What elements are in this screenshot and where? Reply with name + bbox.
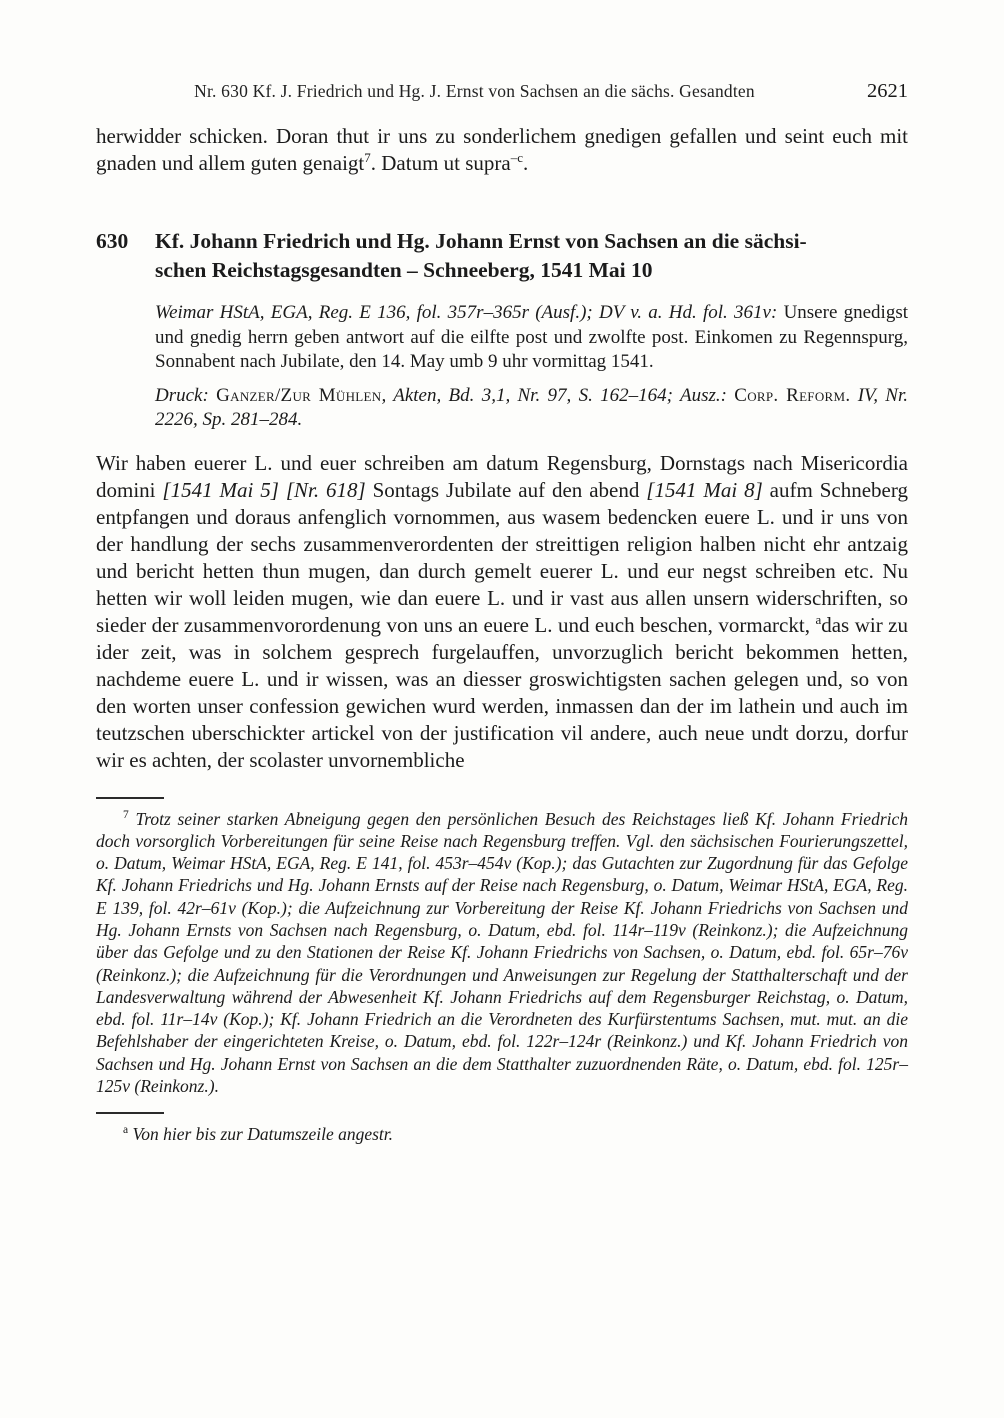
footnote-separator-rule [96, 797, 164, 799]
druck-label: Druck: [155, 384, 217, 406]
variant-ref-a: a [815, 611, 822, 627]
main-text-1: Wir haben euerer L. und euer schreiben am datum Regensburg, Dornstags nach Misericordia domini [96, 450, 908, 502]
druck-authors: Ganzer/Zur Mühlen [216, 384, 382, 406]
entry-title-line1: Kf. Johann Friedrich und Hg. Johann Ernst von Sachsen an die sächsi- [155, 229, 807, 253]
variant-ref-c: –c [510, 150, 524, 165]
entry-heading [96, 227, 908, 284]
page-number: 2621 [867, 80, 908, 102]
druck-corpus: Corp. Reform. [734, 384, 851, 406]
footnote-7-marker: 7 [123, 808, 129, 821]
variant-note-a [96, 1123, 908, 1145]
continuation-paragraph [96, 123, 908, 177]
footnote-7 [96, 808, 908, 1098]
druck-tail: IV, Nr. 2226, Sp. 281–284. [155, 384, 908, 430]
main-text-date-1: [1541 Mai 5] [Nr. 618] [162, 477, 366, 502]
main-text-paragraph [96, 450, 908, 774]
source-block [155, 301, 908, 375]
variant-note-separator-rule [96, 1112, 164, 1114]
variant-note-a-text: Von hier bis zur Datumszeile angestr. [132, 1124, 394, 1145]
archive-reference: Weimar HStA, EGA, Reg. E 136, fol. 357r–365r (Ausf.); DV v. a. Hd. fol. 361v: [155, 302, 778, 323]
entry-title [155, 227, 908, 284]
variant-note-a-marker: a [123, 1124, 129, 1137]
footnote-ref-7: 7 [364, 150, 371, 165]
running-head-title: Nr. 630 Kf. J. Friedrich und Hg. J. Ernst von Sachsen an die sächs. Gesandten [194, 81, 755, 101]
continuation-text-2: . Datum ut supra [370, 151, 511, 175]
main-text-2: Sontags Jubilate auf den abend [365, 477, 647, 502]
druck-middle: , Akten, Bd. 3,1, Nr. 97, S. 162–164; Ausz.: [381, 384, 735, 406]
main-text-4: das wir zu ider zeit, was in solchem gesprech furgelauffen, unvorzuglich bericht bekommen hetten, nachdeme euere L. und ir wissen, was an diesser groswichtigsten sachen gelegen und, so von den worten unser confession gewichen wurd werden, inmassen dan der im lathein und auch im teutzschen uberschickter artickel von der justification vil andere, auch neue undt dorzu, dorfur wir es achten, der scolaster unvornembliche [96, 612, 909, 772]
entry-title-line2: schen Reichstagsgesandten – Schneeberg, 1541 Mai 10 [155, 257, 653, 282]
continuation-text-1: herwidder schicken. Doran thut ir uns zu sonderlichem gnedigen gefallen und seint euch mit gnaden und allem guten genaigt [96, 124, 908, 175]
main-text-date-2: [1541 Mai 8] [646, 477, 763, 502]
main-text-3: aufm Schneberg entpfangen und doraus anfenglich vornommen, aus wasem bedencken euere L. und ir uns von der handlung der sechs zusammenverordenten der streittigen religion halben nicht ehr antzaig und bericht hetten thun mugen, dan durch gemelt euerer L. und eur negst schreiben etc. Nu hetten wir woll leiden mugen, wie dan euere L. und ir vast aus allen unsern widerschriften, so sieder der zusammenvorordenung von uns an euere L. und euch beschen, vormarckt, [96, 477, 908, 637]
footnote-7-text: Trotz seiner starken Abneigung gegen den persönlichen Besuch des Reichstages ließ Kf. Johann Friedrich doch vorsorglich Vorbereitungen für seine Reise nach Regensburg treffen. Vgl. den sächsischen Fourierungszettel, o. Datum, Weimar HStA, EGA, Reg. E 141, fol. 453r–454v (Kop.); das Gutachten zur Zugordnung für das Gefolge Kf. Johann Friedrichs und Hg. Johann Ernsts auf der Reise nach Regensburg, o. Datum, Weimar HStA, EGA, Reg. E 139, fol. 42r–61v (Kop.); die Aufzeichnung zur Vorbereitung der Reise Kf. Johann Friedrichs von Sachsen und Hg. Johann Ernsts von Sachsen nach Regensburg, o. Datum, ebd. fol. 114r–119v (Reinkonz.); die Aufzeichnung über das Gefolge und zu den Stationen der Reise Kf. Johann Friedrichs von Sachsen, o. Datum, ebd. fol. 65r–76v (Reinkonz.); die Aufzeichnung für die Verordnungen und Anweisungen zur Regelung der Statthalterschaft und der Landesverwaltung während der Abwesenheit Kf. Johann Friedrichs auf dem Regensburger Reichstag, o. Datum, ebd. fol. 11r–14v (Kop.); Kf. Johann Friedrich an die Verordneten des Kurfürstentums Sachsen, mut. mut. an die Befehlshaber der eingerichteten Kreise, o. Datum, ebd. fol. 122r–124r (Reinkonz.) und Kf. Johann Friedrich von Sachsen und Hg. Johann Ernst von Sachsen an die dem Statthalter zuzuordnenden Räte, o. Datum, ebd. fol. 125r–125v (Reinkonz.). [96, 808, 909, 1097]
dorsal-note-text: Unsere gnedigst und gnedig herrn geben antwort auf die eilfte post und zwolfte post. Einkomen zu Regennspurg, Sonnabent nach Jubilate, den 14. May umb 9 uhr vormittag 1541. [155, 302, 909, 372]
entry-number: 630 [96, 229, 129, 253]
print-reference [155, 384, 908, 433]
continuation-text-3: . [523, 151, 529, 175]
running-head [96, 80, 908, 103]
